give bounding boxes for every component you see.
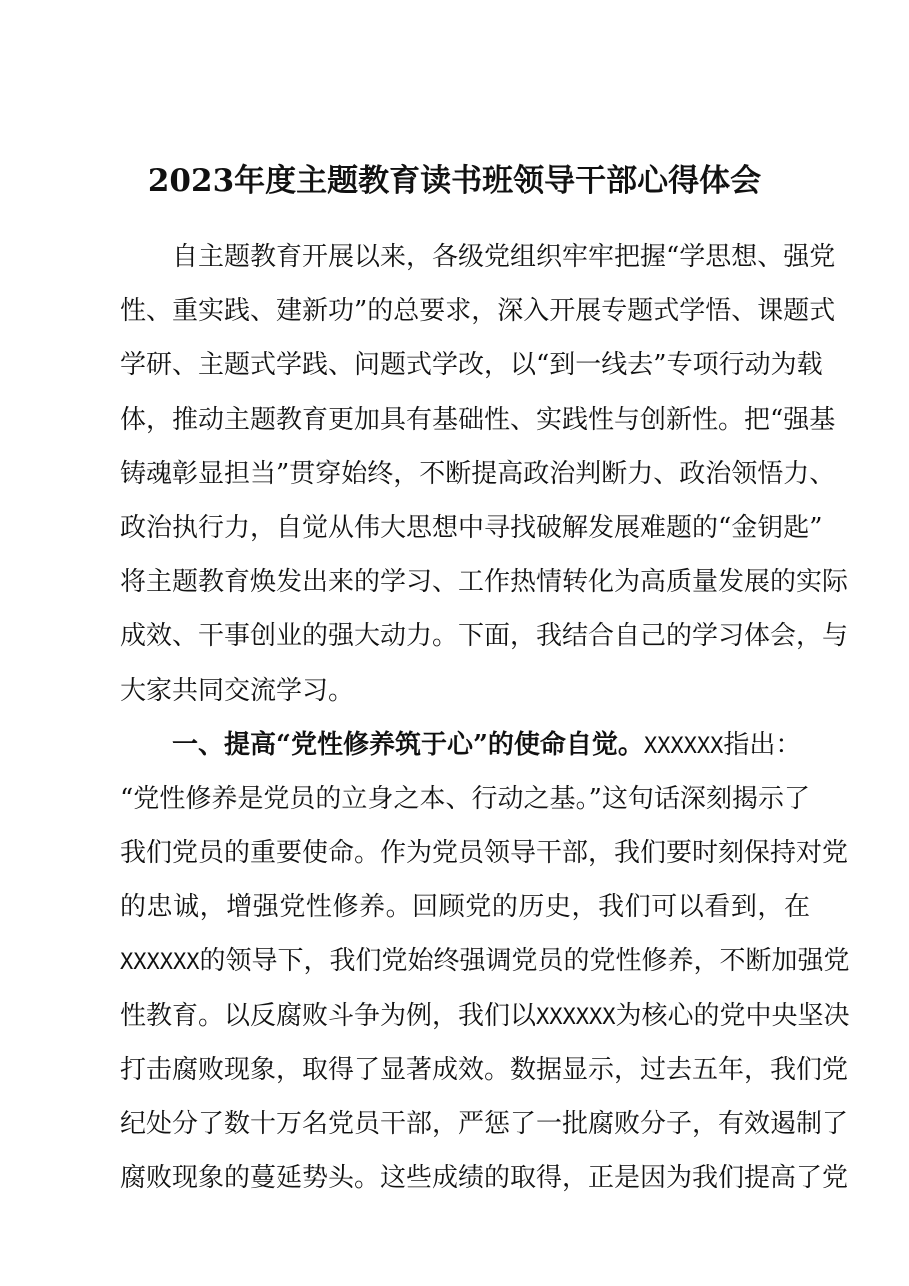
section-heading-line — [120, 725, 810, 779]
paragraph-line: 成效、干事创业的强大动力。下面，我结合自己的学习体会，与 — [120, 621, 849, 652]
redacted-code: XXXXXX — [536, 1004, 616, 1030]
paragraph-line — [120, 941, 850, 995]
paragraph-line: 性、重实践、建新功”的总要求，深入开展专题式学悟、课题式 — [120, 296, 836, 327]
line-text: 性教育。以反腐败斗争为例，我们以 — [120, 1000, 537, 1031]
paragraph-line: 我们党员的重要使命。作为党员领导干部，我们要时刻保持对党 — [120, 838, 849, 869]
paragraph-line — [120, 996, 850, 1050]
redacted-code: XXXXXX — [643, 733, 724, 759]
paragraph-line: 腐败现象的蔓延势头。这些成绩的取得，正是因为我们提高了党 — [120, 1163, 849, 1194]
paragraph-line: 铸魂彰显担当”贯穿始终，不断提高政治判断力、政治领悟力、 — [120, 458, 836, 489]
line-text: 的领导下，我们党始终强调党员的党性修养，不断加强党 — [199, 946, 850, 977]
heading-tail-text: 指出： — [723, 729, 802, 760]
line-text: 为核心的党中央坚决 — [615, 1000, 850, 1031]
paragraph-line: 纪处分了数十万名党员干部，严惩了一批腐败分子，有效遏制了 — [120, 1109, 849, 1139]
document-body — [120, 237, 850, 1212]
redacted-code: XXXXXX — [120, 950, 200, 976]
document-title: 2023年度主题教育读书班领导干部心得体会 — [147, 163, 762, 199]
paragraph-line: 自主题教育开展以来，各级党组织牢牢把握“学思想、强党 — [172, 242, 836, 272]
paragraph-line: 体，推动主题教育更加具有基础性、实践性与创新性。把“强基 — [120, 404, 836, 435]
paragraph-line: 的忠诚，增强党性修养。回顾党的历史，我们可以看到，在 — [120, 892, 810, 923]
paragraph-line: 政治执行力，自觉从伟大思想中寻找破解发展难题的“金钥匙” — [120, 512, 823, 543]
paragraph-line: “党性修养是党员的立身之本、行动之基。”这句话深刻揭示了 — [120, 783, 810, 814]
paragraph-line: 大家共同交流学习。 — [120, 675, 355, 706]
paragraph-line: 学研、主题式学践、问题式学改，以“到一线去”专项行动为载 — [120, 350, 823, 381]
paragraph-line: 将主题教育焕发出来的学习、工作热情转化为高质量发展的实际 — [120, 567, 849, 598]
paragraph-line: 打击腐败现象，取得了显著成效。数据显示，过去五年，我们党 — [120, 1054, 849, 1085]
section-heading: 一、提高“党性修养筑于心”的使命自觉。 — [172, 729, 644, 760]
